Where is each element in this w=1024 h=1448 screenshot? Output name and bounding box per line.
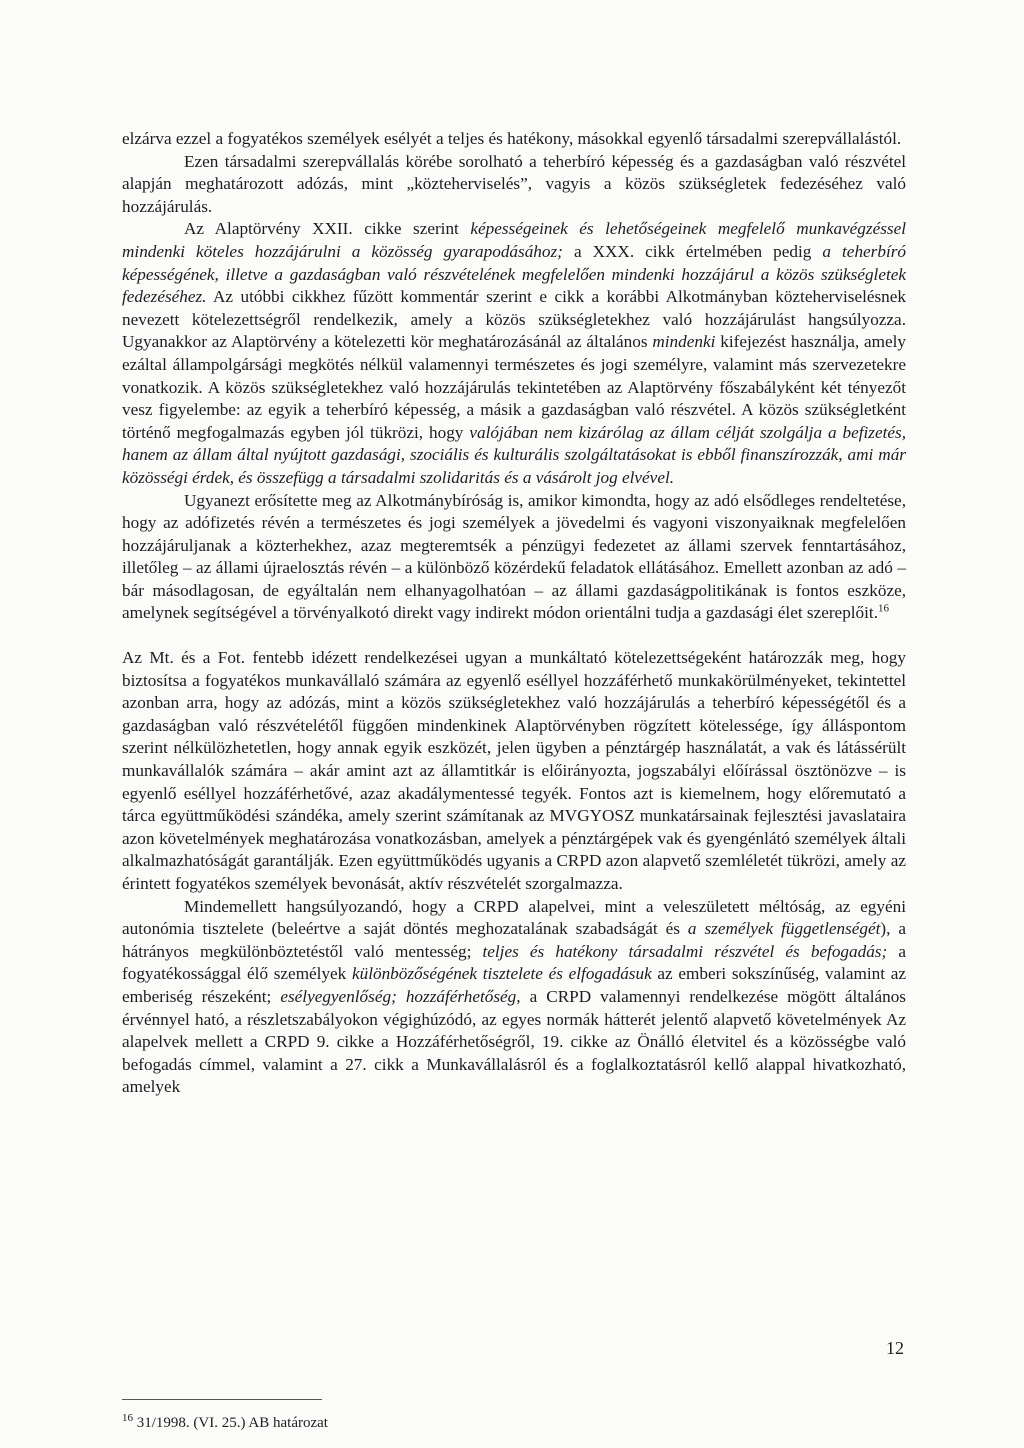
italic-text: a személyek függetlenségét: [687, 919, 881, 939]
footnote-marker: 16: [122, 1412, 133, 1424]
paragraph: [122, 218, 906, 489]
italic-text: a teherbíró képességének, illetve a gazdaságban való részvételének megfelelően mindenki hozzájárul a közös szükségletek fedezéséhez.: [122, 241, 907, 307]
text-run: Az Alaptörvény XXII. cikke szerint: [184, 219, 471, 239]
text-run: az emberi sokszínűség, valamint az emberiség részeként;: [122, 964, 906, 1006]
italic-text: valójában nem kizárólag az állam célját szolgálja a befizetés, hanem az állam által nyújtott gazdasági, szociális és kulturális szolgáltatásokat is ebből finanszírozzák, ami már közösségi érdek, és összefügg a társadalmi szolidaritás és a vásárolt jog elvével.: [122, 422, 906, 487]
paragraph: [122, 151, 906, 219]
footnote-reference: 16: [878, 602, 889, 615]
page-number: 12: [886, 1338, 904, 1358]
text-run: kifejezést használja, amely ezáltal állampolgársági megkötés nélkül valamennyi természetes és jogi személyre, valamint más szervezetekre vonatkozik. A közös szükségletekhez való hozzájárulás tekintetében az Alaptörvény főszabályként két tényezőt vesz figyelembe: az egyik a teherbíró képesség, a másik a gazdaságban való részvétel. A közös szükségletként történő megfogalmazás egyben jól tükrözi, hogy: [122, 332, 906, 442]
footnote-text: 31/1998. (VI. 25.) AB határozat: [133, 1415, 328, 1431]
footnote: [122, 1414, 328, 1432]
paragraph: [122, 647, 906, 896]
footnote-divider: [122, 1399, 322, 1400]
text-run: Ezen társadalmi szerepvállalás körébe sorolható a teherbíró képesség és a gazdaságban való részvétel alapján meghatározott adózás, mint „közteherviselés”, vagyis a közös szükségletek fedezéséhez való hozzájárulás.: [122, 151, 906, 216]
italic-text: képességeinek és lehetőségeinek megfelelő munkavégzéssel mindenki köteles hozzájárulni a közösség gyarapodásához;: [122, 219, 907, 261]
text-run: Az Mt. és a Fot. fentebb idézett rendelkezései ugyan a munkáltató kötelezettségeként határozzák meg, hogy biztosítsa a fogyatékos munkavállaló számára az egyenlő eséllyel hozzáférhető munkakörülményeket, tekintettel azonban arra, hogy az adózás, mint a közös szükségletekhez való hozzájárulás a teherbíró képességétől és a gazdaságban való részvételétől függően mindenkinek Alaptörvényben rögzített kötelessége, így álláspontom szerint nélkülözhetetlen, hogy annak egyik eszközét, jelen ügyben a pénztárgép használatát, a vak és látássérült munkavállalók számára – akár amint azt az államtitkár is előirányozta, jogszabályi előírással ösztönözve – is egyenlő eséllyel hozzáférhetővé, azaz akadálymentessé tegyék. Fontos azt is kiemelnem, hogy előremutató a tárca együttműködési szándéka, amely szerint számítanak az MVGYOSZ munkatársainak fejlesztési javaslataira azon követelmények meghatározása vonatkozásban, amelyek a pénztárgépek vak és gyengénlátó személyek általi alkalmazhatóságát garantálják. Ezen együttműködés ugyanis a CRPD azon alapvető szemléletét tükrözi, amely az érintett fogyatékos személyek bevonását, aktív részvételét szorgalmazza.: [122, 648, 906, 893]
paragraph: [122, 896, 906, 1099]
text-run: a XXX. cikk értelmében pedig: [562, 241, 823, 261]
paragraph: [122, 490, 906, 626]
text-run: a fogyatékossággal élő személyek: [122, 941, 906, 984]
text-run: ), a hátrányos megkülönböztetéstől való mentesség;: [122, 919, 907, 961]
text-run: a CRPD valamennyi rendelkezése mögött általános érvénnyel ható, a részletszabályokon végighúzódó, az egyes normák hátterét jelentő alapvető követelmények Az alapelvek mellett a CRPD 9. cikke a Hozzáférhetőségről, 19. cikke az Önálló életvitel és a közösségbe való befogadás címmel, valamint a 27. cikk a Munkavállalásról és a foglalkoztatásról kellő alappal hivatkozható, amelyek: [122, 986, 906, 1097]
text-run: Ugyanezt erősítette meg az Alkotmánybíróság is, amikor kimondta, hogy az adó elsődleges rendeltetése, hogy az adófizetés révén a természetes és jogi személyek a jövedelmi és vagyoni viszonyaiknak megfelelően hozzájáruljanak a közterhekhez, azaz megteremtsék a pénzügyi fedezetet az állami szervek fenntartásához, illetőleg – az állami újraelosztás révén – a különböző közérdekű feladatok ellátásához. Emellett azonban az adó – bár másodlagosan, de egyáltalán nem elhanyagolhatóan – az állami gazdaságpolitikának is fontos eszköze, amelynek segítségével a törvényalkotó direkt vagy indirekt módon orientálni tudja a gazdasági élet szereplőit.: [122, 490, 906, 623]
italic-text: esélyegyenlőség; hozzáférhetőség,: [280, 986, 521, 1006]
italic-text: mindenki: [652, 332, 716, 352]
text-run: Mindemellett hangsúlyozandó, hogy a CRPD alapelvei, mint a veleszületett méltóság, az egyéni autonómia tisztelete (beleértve a saját döntés meghozatalának szabadságát és: [122, 896, 906, 939]
italic-text: teljes és hatékony társadalmi részvétel és befogadás;: [482, 941, 888, 961]
paragraph-gap: [122, 625, 906, 647]
document-body: [122, 128, 906, 1099]
text-run: Az utóbbi cikkhez fűzött kommentár szerint e cikk a korábbi Alkotmányban közteherviselésnek nevezett kötelezettségről rendelkezik, amely a közös szükségletekhez való hozzájárulást hangsúlyozza. Ugyanakkor az Alaptörvény a kötelezetti kör meghatározásánál az általános: [122, 287, 906, 352]
italic-text: különbözőségének tisztelete és elfogadásuk: [352, 964, 652, 984]
paragraph: [122, 128, 906, 151]
text-run: elzárva ezzel a fogyatékos személyek esélyét a teljes és hatékony, másokkal egyenlő társadalmi szerepvállalástól.: [122, 129, 902, 148]
